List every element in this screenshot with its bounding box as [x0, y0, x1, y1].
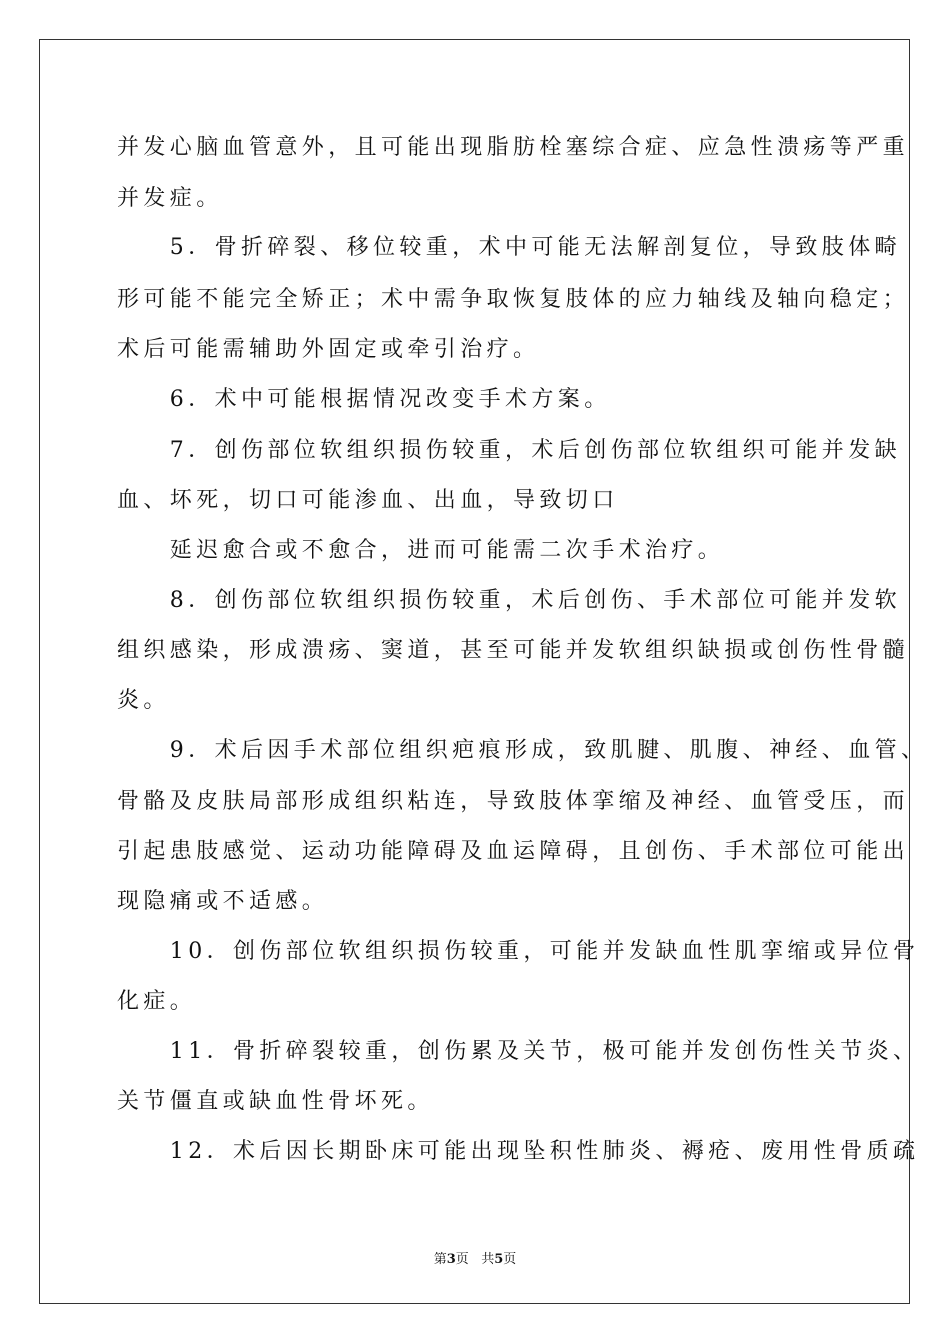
- body-line: 8．创伤部位软组织损伤较重，术后创伤、手术部位可能并发软: [117, 588, 901, 613]
- body-line: 组织感染，形成溃疡、窦道，甚至可能并发软组织缺损或创伤性骨髓: [117, 638, 910, 663]
- body-line: 并发心脑血管意外，且可能出现脂肪栓塞综合症、应急性溃疡等严重: [117, 135, 910, 160]
- body-line: 术后可能需辅助外固定或牵引治疗。: [117, 337, 540, 362]
- body-line: 骨骼及皮肤局部形成组织粘连，导致肢体挛缩及神经、血管受压，而: [117, 789, 910, 814]
- body-line: 炎。: [117, 688, 170, 713]
- body-line: 9．术后因手术部位组织疤痕形成，致肌腱、肌腹、神经、血管、: [117, 738, 928, 763]
- body-line: 10．创伤部位软组织损伤较重，可能并发缺血性肌挛缩或异位骨: [117, 939, 920, 964]
- body-line: 12．术后因长期卧床可能出现坠积性肺炎、褥疮、废用性骨质疏: [117, 1139, 920, 1164]
- current-page-number: 3: [446, 1252, 456, 1267]
- body-line: 7．创伤部位软组织损伤较重，术后创伤部位软组织可能并发缺: [117, 438, 901, 463]
- body-line: 血、坏死，切口可能渗血、出血，导致切口: [117, 488, 619, 513]
- body-line: 关节僵直或缺血性骨坏死。: [117, 1089, 434, 1114]
- body-line: 5．骨折碎裂、移位较重，术中可能无法解剖复位，导致肢体畸: [117, 235, 901, 260]
- body-line: 6．术中可能根据情况改变手术方案。: [117, 387, 611, 412]
- total-pages-suffix: 页: [503, 1252, 517, 1267]
- body-line: 延迟愈合或不愈合，进而可能需二次手术治疗。: [117, 538, 725, 563]
- total-page-count: 5: [494, 1252, 504, 1267]
- body-line: 11．骨折碎裂较重，创伤累及关节，极可能并发创伤性关节炎、: [117, 1039, 920, 1064]
- page-number-prefix: 第: [433, 1252, 447, 1267]
- body-line: 形可能不能完全矫正；术中需争取恢复肢体的应力轴线及轴向稳定；: [117, 287, 910, 312]
- body-line: 并发症。: [117, 186, 223, 211]
- body-line: 化症。: [117, 989, 197, 1014]
- body-line: 引起患肢感觉、运动功能障碍及血运障碍，且创伤、手术部位可能出: [117, 839, 910, 864]
- total-pages-prefix: 共: [481, 1252, 495, 1267]
- page-footer: [0, 1248, 950, 1267]
- body-line: 现隐痛或不适感。: [117, 889, 329, 914]
- page-number-suffix: 页: [455, 1252, 469, 1267]
